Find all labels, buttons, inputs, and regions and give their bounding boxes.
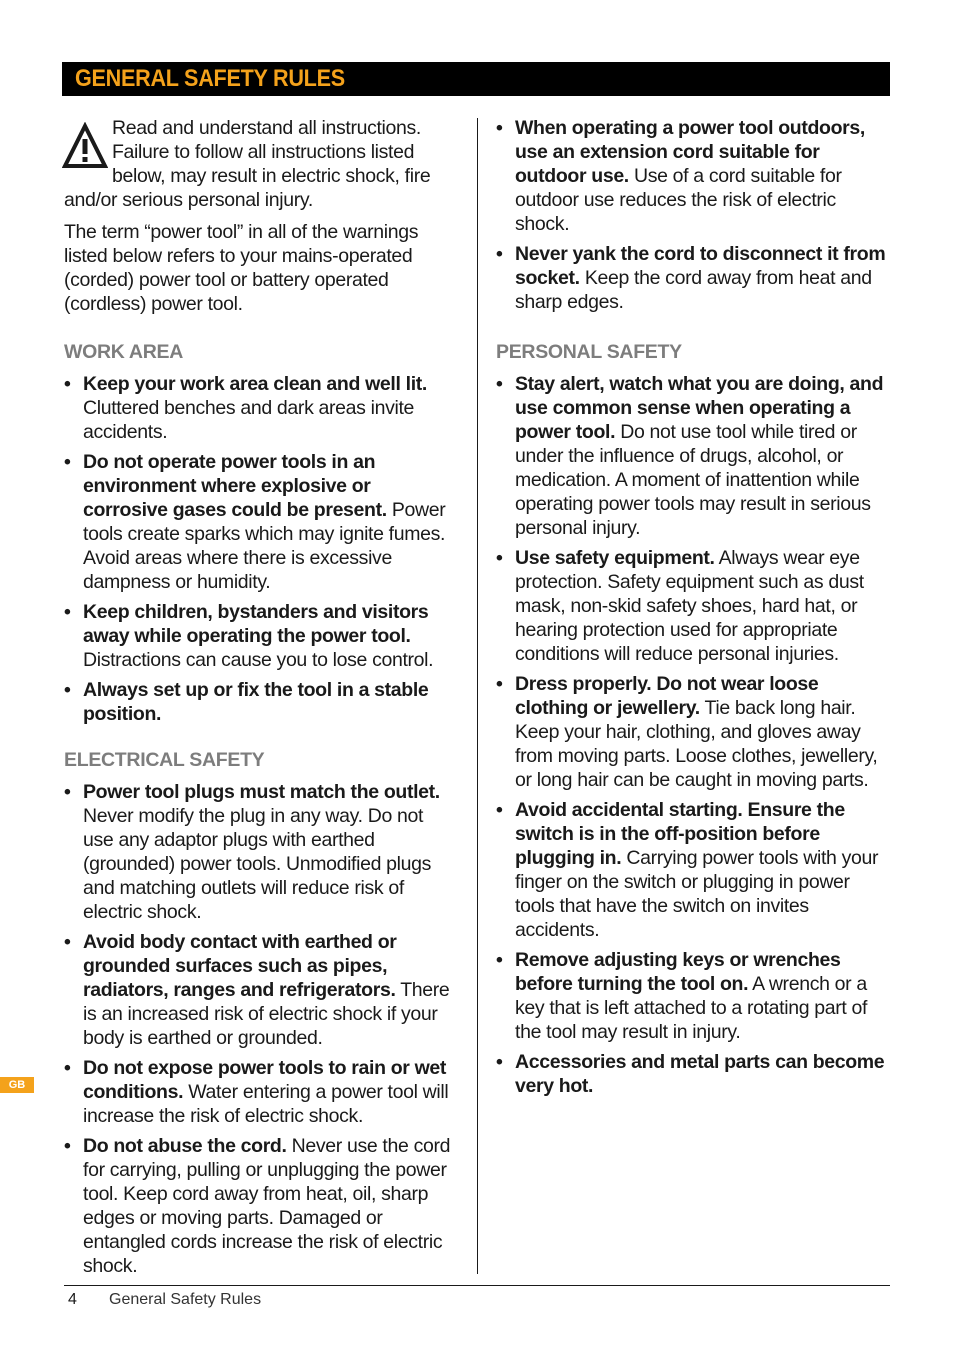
- list-item: • Never yank the cord to disconnect it from socket. Keep the cord away from heat and sharp edges.: [496, 242, 890, 314]
- term-paragraph: The term “power tool” in all of the warnings listed below refers to your mains-operated (corded) power tool or battery operated (cordless) power tool.: [64, 221, 419, 315]
- personal-safety-list: [496, 372, 890, 1098]
- list-item: • Keep children, bystanders and visitors away while operating the power tool. Distractions can cause you to lose control.: [64, 600, 458, 672]
- intro: [64, 116, 458, 316]
- electrical-safety-list: [64, 780, 458, 1278]
- list-item: • Do not operate power tools in an environment where explosive or corrosive gases could be present. Power tools create sparks which may ignite fumes. Avoid areas where there is excessive dampness or humidity.: [64, 450, 458, 594]
- column-divider: [477, 118, 478, 1274]
- personal-safety-heading: PERSONAL SAFETY: [496, 341, 682, 363]
- warning-text: Read and understand all instructions. Failure to follow all instructions listed below, may result in electric shock, fire and/or serious personal injury.: [64, 117, 431, 211]
- list-item: • Use safety equipment. Always wear eye protection. Safety equipment such as dust mask, non-skid safety shoes, hard hat, or hearing protection used for appropriate conditions will reduce personal injuries.: [496, 546, 890, 666]
- right-column: [496, 116, 890, 1104]
- page-title: GENERAL SAFETY RULES: [75, 65, 345, 92]
- footer-title: General Safety Rules: [109, 1291, 262, 1308]
- list-item: • When operating a power tool outdoors, use an extension cord suitable for outdoor use. Use of a cord suitable for outdoor use reduces the risk of electric shock.: [496, 116, 890, 236]
- left-column: [64, 116, 458, 1284]
- work-area-heading: WORK AREA: [64, 341, 183, 363]
- page-number: 4: [68, 1291, 77, 1308]
- list-item: • Do not abuse the cord. Never use the cord for carrying, pulling or unplugging the power tool. Keep cord away from heat, oil, sharp edges or moving parts. Damaged or entangled cords increase the risk of electric shock.: [64, 1134, 458, 1278]
- list-item: • Always set up or fix the tool in a stable position.: [64, 678, 458, 726]
- warning-paragraph: [64, 116, 458, 212]
- list-item: • Power tool plugs must match the outlet. Never modify the plug in any way. Do not use any adaptor plugs with earthed (grounded) power tools. Unmodified plugs and matching outlets will reduce risk of electric shock.: [64, 780, 458, 924]
- language-tab: GB: [0, 1077, 34, 1093]
- list-item: • Stay alert, watch what you are doing, and use common sense when operating a power tool. Do not use tool while tired or under the influence of drugs, alcohol, or medication. A moment of inattention while operating power tools may result in serious personal injury.: [496, 372, 890, 540]
- section-banner: [62, 62, 890, 96]
- warning-triangle-icon: [62, 122, 108, 170]
- list-item: • Avoid accidental starting. Ensure the switch is in the off-position before plugging in. Carrying power tools with your finger on the switch or plugging in power tools that have the switch on invites accidents.: [496, 798, 890, 942]
- electrical-safety-list-continued: [496, 116, 890, 314]
- footer-divider: [64, 1285, 890, 1286]
- list-item: • Do not expose power tools to rain or wet conditions. Water entering a power tool will increase the risk of electric shock.: [64, 1056, 458, 1128]
- list-item: • Accessories and metal parts can become very hot.: [496, 1050, 890, 1098]
- list-item: • Remove adjusting keys or wrenches before turning the tool on. A wrench or a key that is left attached to a rotating part of the tool may result in injury.: [496, 948, 890, 1044]
- work-area-list: [64, 372, 458, 726]
- list-item: • Dress properly. Do not wear loose clothing or jewellery. Tie back long hair. Keep your hair, clothing, and gloves away from moving parts. Loose clothes, jewellery, or long hair can be caught in moving parts.: [496, 672, 890, 792]
- list-item: • Keep your work area clean and well lit. Cluttered benches and dark areas invite accidents.: [64, 372, 458, 444]
- list-item: • Avoid body contact with earthed or grounded surfaces such as pipes, radiators, ranges and refrigerators. There is an increased risk of electric shock if your body is earthed or grounded.: [64, 930, 458, 1050]
- electrical-safety-heading: ELECTRICAL SAFETY: [64, 749, 265, 771]
